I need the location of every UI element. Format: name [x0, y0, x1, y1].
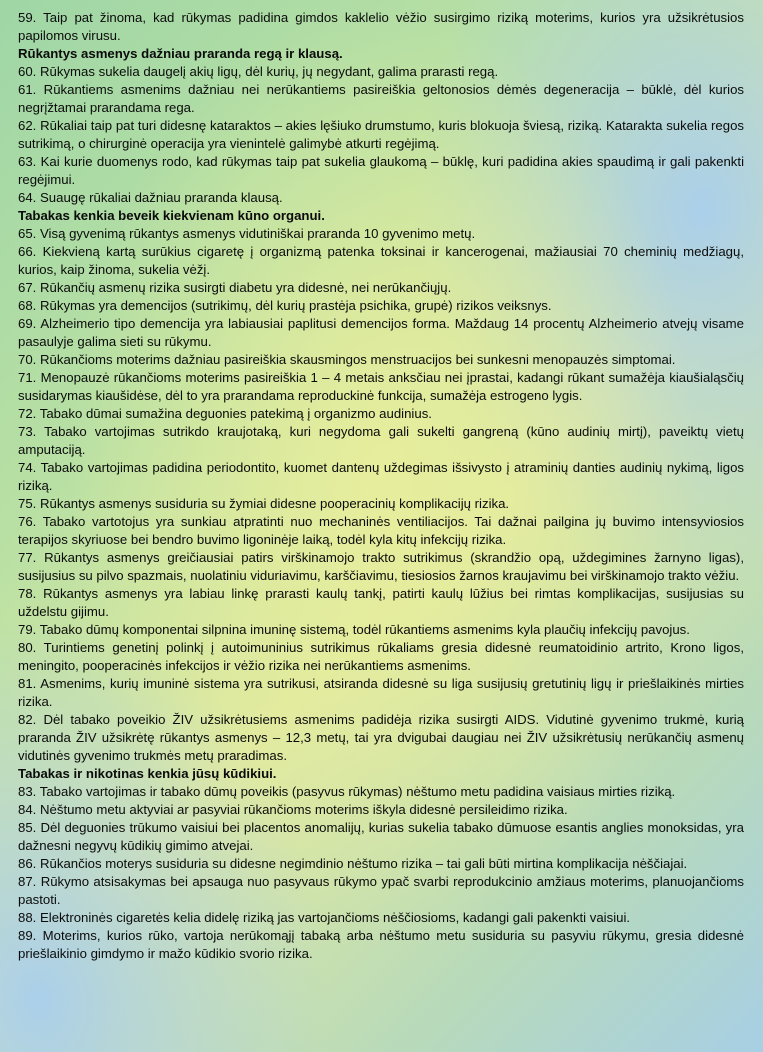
list-item: 61. Rūkantiems asmenims dažniau nei nerūkantiems pasireiškia geltonosios dėmės degeneracija – būklė, dėl kurios negrįžtamai prarandama rega.: [18, 82, 744, 115]
list-item: 68. Rūkymas yra demencijos (sutrikimų, dėl kurių prastėja psichika, grupė) rizikos veiksnys.: [18, 298, 552, 313]
list-item: 79. Tabako dūmų komponentai silpnina imuninę sistemą, todėl rūkantiems asmenims kyla plaučių infekcijų pavojus.: [18, 622, 690, 637]
list-item: 65. Visą gyvenimą rūkantys asmenys vidutiniškai praranda 10 gyvenimo metų.: [18, 226, 476, 241]
list-item: 81. Asmenims, kurių imuninė sistema yra sutrikusi, atsiranda didesnė su liga susijusių gretutinių ligų ir priešlaikinės mirties rizika.: [18, 676, 744, 709]
list-item: 62. Rūkaliai taip pat turi didesnę kataraktos – akies lęšiuko drumstumo, kuris blokuoja šviesą, riziką. Katarakta sukelia regos sutrikimą, o chirurginė operacija yra vienintelė galimybė atkurti regėjimą.: [18, 118, 744, 151]
list-item: 77. Rūkantys asmenys greičiausiai patirs virškinamojo trakto sutrikimus (skrandžio opą, uždegimines žarnyno ligas), susijusius su pilvo spazmais, nuolatiniu viduriavimu, karščiavimu, tiesiosios žarnos kraujavimu bei virškinamojo trakto vėžiu.: [18, 550, 744, 583]
list-item: 72. Tabako dūmai sumažina deguonies patekimą į organizmo audinius.: [18, 406, 432, 421]
list-item: 59. Taip pat žinoma, kad rūkymas padidina gimdos kaklelio vėžio susirgimo riziką moterims, kurios yra užsikrėtusios papilomos virusu.: [18, 10, 744, 43]
list-item: 73. Tabako vartojimas sutrikdo kraujotaką, kuri negydoma gali sukelti gangreną (kūno audinių mirtį), paveiktų vietų amputaciją.: [18, 424, 744, 457]
list-item: 70. Rūkančioms moterims dažniau pasireiškia skausmingos menstruacijos bei sunkesni menopauzės simptomai.: [18, 352, 676, 367]
list-item: 82. Dėl tabako poveikio ŽIV užsikrėtusiems asmenims padidėja rizika susirgti AIDS. Vidutinė gyvenimo trukmė, kurią praranda ŽIV užsikrėtę rūkantys asmenys – 12,3 metų, tai yra dvigubai daugiau nei ŽIV užsikrėtusių nerūkančių asmenų vidutinės gyvenimo trukmės metų praradimas.: [18, 712, 744, 763]
section-heading-2: Tabakas kenkia beveik kiekvienam kūno organui.: [18, 208, 325, 223]
section-heading-1: Rūkantys asmenys dažniau praranda regą ir klausą.: [18, 46, 343, 61]
list-item: 84. Nėštumo metu aktyviai ar pasyviai rūkančioms moterims iškyla didesnė persileidimo rizika.: [18, 802, 568, 817]
list-item: 71. Menopauzė rūkančioms moterims pasireiškia 1 – 4 metais anksčiau nei įprastai, kadangi rūkant sumažėja kiaušialąsčių susidarymas kiaušidėse, dėl to yra prarandama reproduckinė funkcija, sumažėja estrogeno lygis.: [18, 370, 744, 403]
list-item: 89. Moterims, kurios rūko, vartoja nerūkomąjį tabaką arba nėštumo metu susiduria su pasyviu rūkymu, gresia didesnė priešlaikinio gimdymo ir mažo kūdikio svorio rizika.: [18, 928, 744, 961]
list-item: 69. Alzheimerio tipo demencija yra labiausiai paplitusi demencijos forma. Maždaug 14 procentų Alzheimerio atvejų visame pasaulyje galima sieti su rūkymu.: [18, 316, 744, 349]
list-item: 87. Rūkymo atsisakymas bei apsauga nuo pasyvaus rūkymo ypač svarbi reprodukcinio amžiaus moterims, planuojančioms pastoti.: [18, 874, 744, 907]
list-item: 85. Dėl deguonies trūkumo vaisiui bei placentos anomalijų, kurias sukelia tabako dūmuose esantis anglies monoksidas, yra dažnesni negyvų kūdikių gimimo atvejai.: [18, 820, 744, 853]
section-heading-3: Tabakas ir nikotinas kenkia jūsų kūdikiui.: [18, 766, 277, 781]
list-item: 64. Suaugę rūkaliai dažniau praranda klausą.: [18, 190, 283, 205]
list-item: 74. Tabako vartojimas padidina periodontito, kuomet dantenų uždegimas išsivysto į atraminių danties audinių nykimą, ligos riziką.: [18, 460, 744, 493]
list-item: 78. Rūkantys asmenys yra labiau linkę prarasti kaulų tankį, patirti kaulų lūžius bei rimtas komplikacijas, susijusias su uždelstu gijimu.: [18, 586, 744, 619]
list-item: 63. Kai kurie duomenys rodo, kad rūkymas taip pat sukelia glaukomą – būklę, kuri padidina akies spaudimą ir gali pakenkti regėjimui.: [18, 154, 744, 187]
list-item: 60. Rūkymas sukelia daugelį akių ligų, dėl kurių, jų negydant, galima prarasti regą.: [18, 64, 499, 79]
list-item: 67. Rūkančių asmenų rizika susirgti diabetu yra didesnė, nei nerūkančiųjų.: [18, 280, 452, 295]
list-item: 80. Turintiems genetinį polinkį į autoimuninius sutrikimus rūkaliams gresia didesnė reumatoidinio artrito, Krono ligos, meningito, pooperacinės infekcijos ir vėžio rizika nei nerūkantiems asmenims.: [18, 640, 744, 673]
list-item: 66. Kiekvieną kartą surūkius cigaretę į organizmą patenka toksinai ir kancerogenai, mažiausiai 70 cheminių medžiagų, kurios, kaip žinoma, sukelia vėžį.: [18, 244, 744, 277]
list-item: 83. Tabako vartojimas ir tabako dūmų poveikis (pasyvus rūkymas) nėštumo metu padidina vaisiaus mirties riziką.: [18, 784, 676, 799]
document-body: [18, 9, 744, 963]
list-item: 88. Elektroninės cigaretės kelia didelę riziką jas vartojančioms nėščiosioms, kadangi gali pakenkti vaisiui.: [18, 910, 631, 925]
list-item: 76. Tabako vartotojus yra sunkiau atpratinti nuo mechaninės ventiliacijos. Tai dažnai pailgina jų buvimo intensyviosios terapijos skyriuose bei bendro buvimo ligoninėje laiką, todėl kyla kitų infekcijų rizika.: [18, 514, 744, 547]
list-item: 75. Rūkantys asmenys susiduria su žymiai didesne pooperacinių komplikacijų rizika.: [18, 496, 510, 511]
list-item: 86. Rūkančios moterys susiduria su didesne negimdinio nėštumo rizika – tai gali būti mirtina komplikacija nėščiajai.: [18, 856, 688, 871]
